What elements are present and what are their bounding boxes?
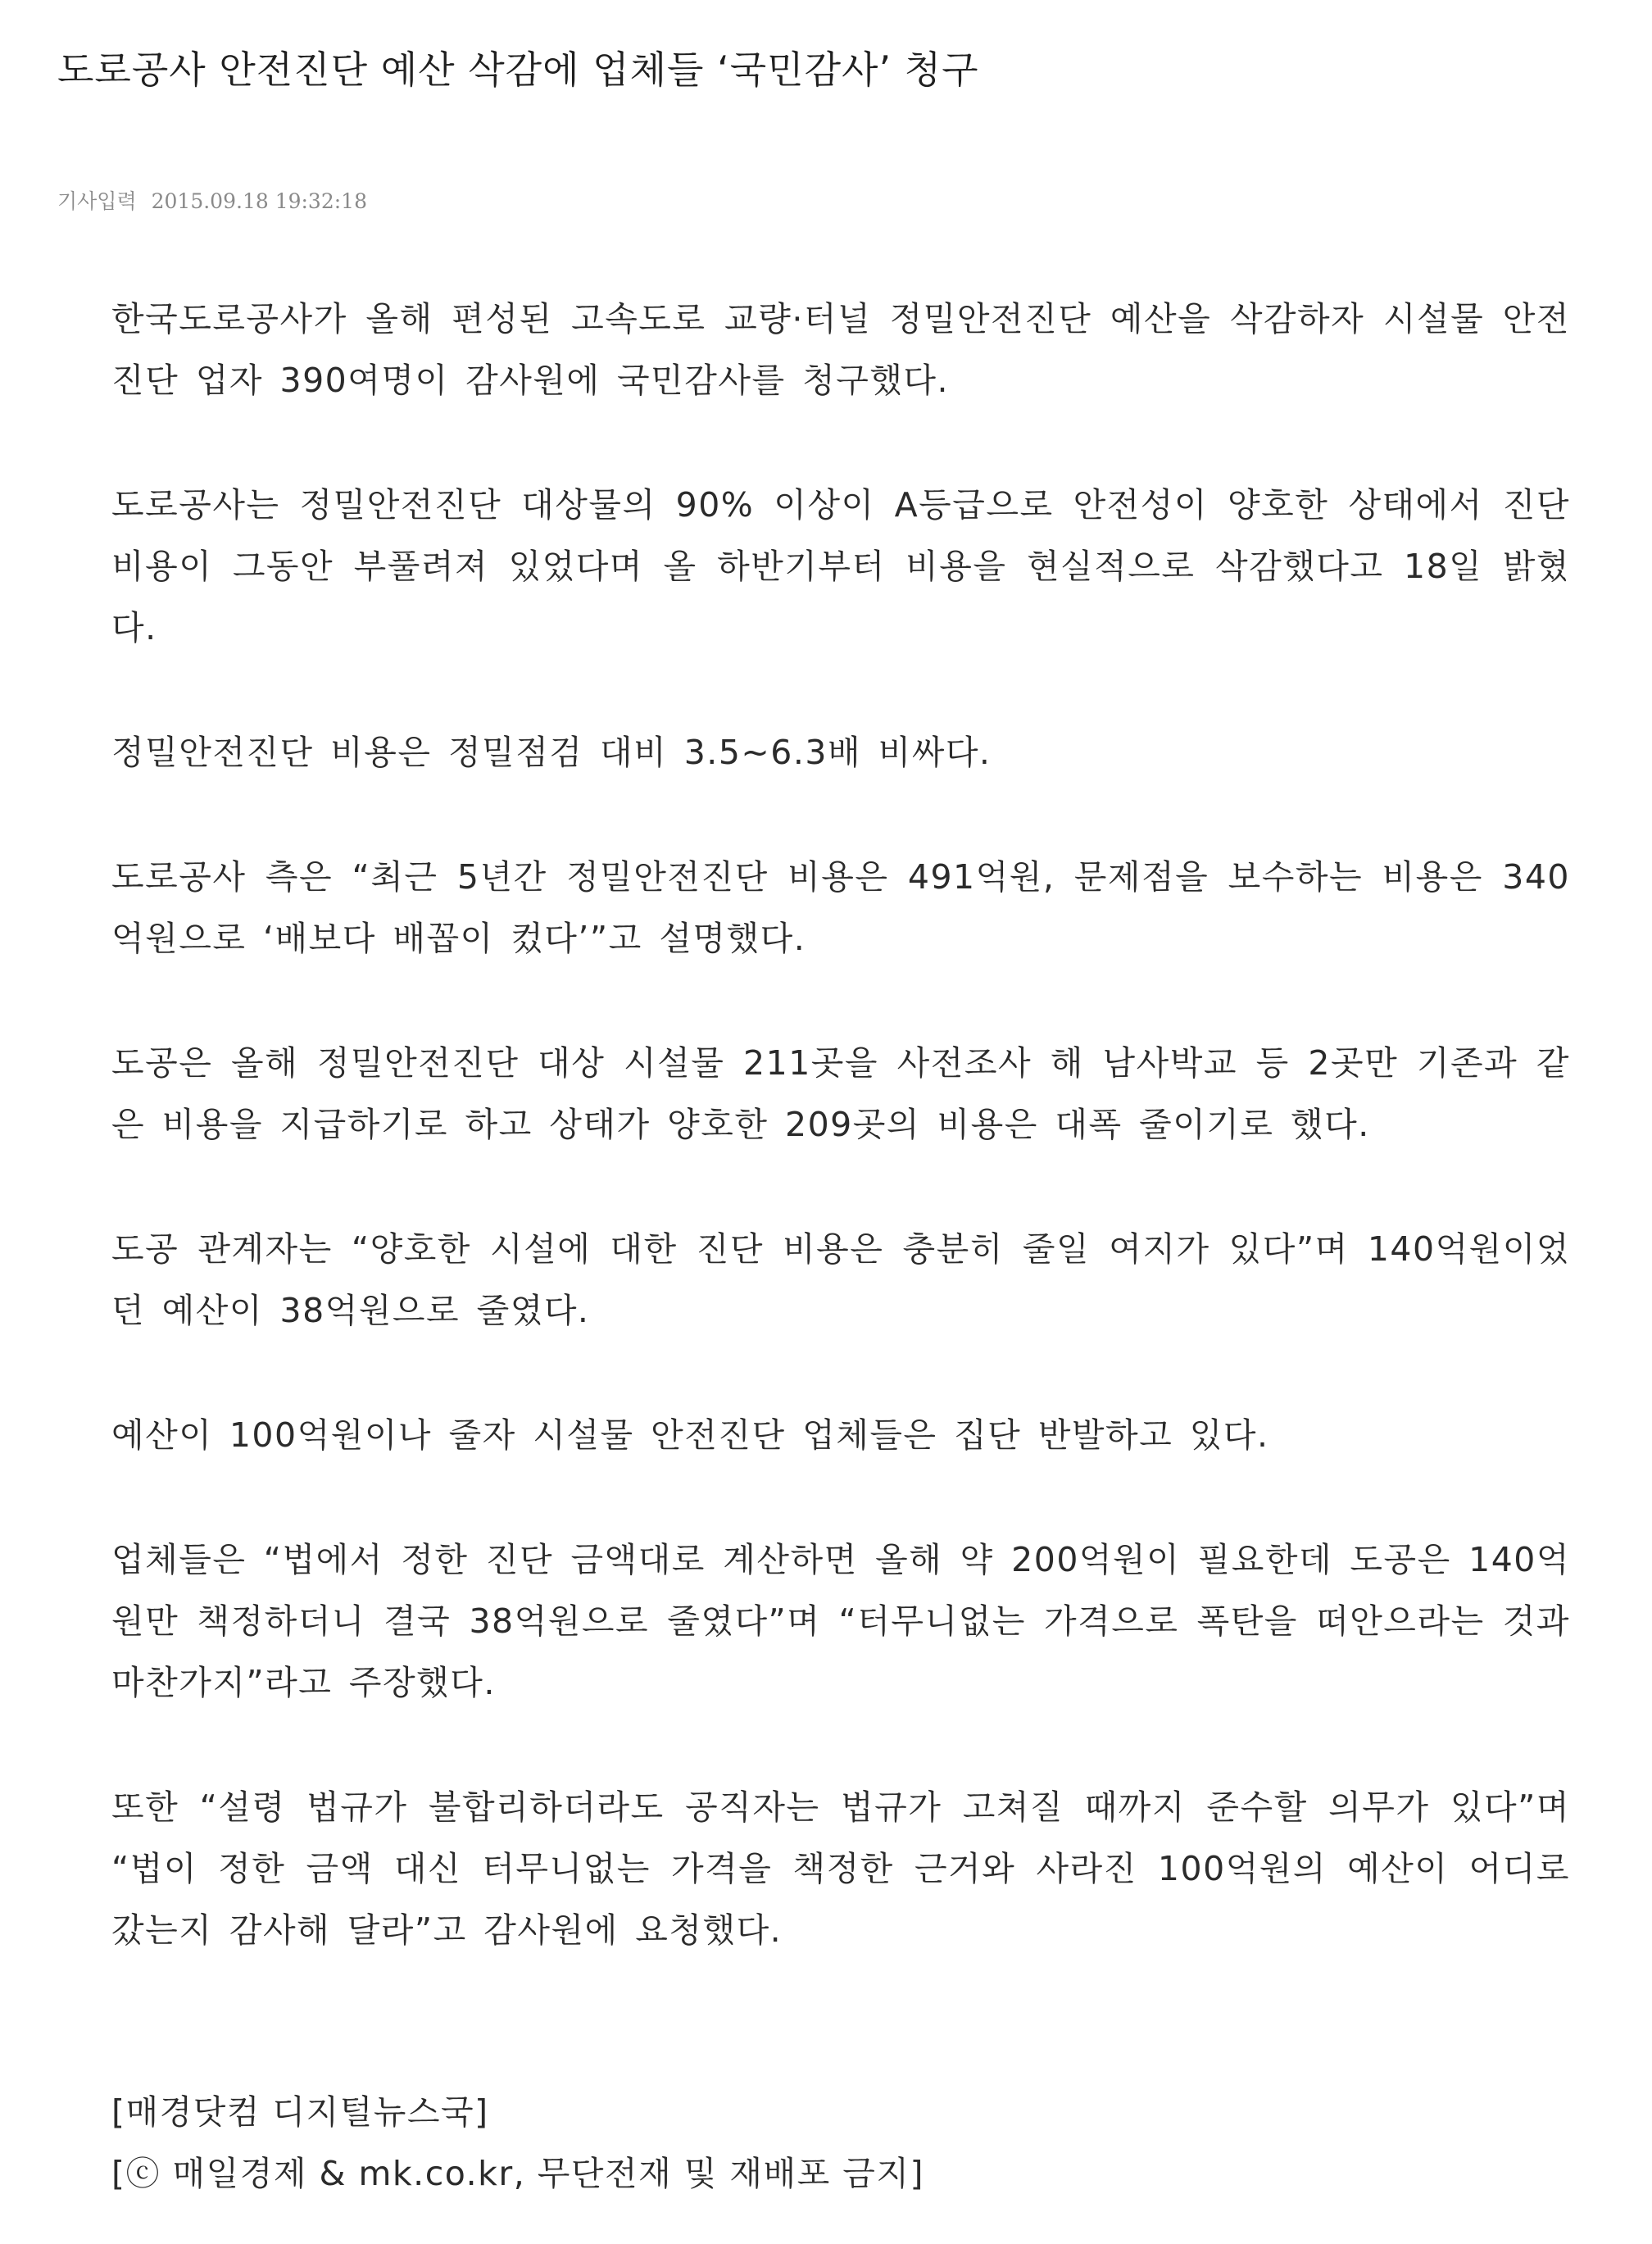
article-paragraph: 정밀안전진단 비용은 정밀점검 대비 3.5∼6.3배 비싸다. <box>111 733 992 772</box>
article-paragraph: 예산이 100억원이나 줄자 시설물 안전진단 업체들은 집단 반발하고 있다. <box>111 1415 1269 1455</box>
article-paragraph: 또한 “설령 법규가 불합리하더라도 공직자는 법규가 고쳐질 때까지 준수할 의무가 있다”며 “법이 정한 금액 대신 터무니없는 가격을 책정한 근거와 사라진 100억원의 예산이 어디로 갔는지 감사해 달라”고 감사원에 요청했다. <box>111 1787 1570 1950</box>
article-paragraph: 도로공사는 정밀안전진단 대상물의 90% 이상이 A등급으로 안전성이 양호한 상태에서 진단비용이 그동안 부풀려져 있었다며 올 하반기부터 비용을 현실적으로 삭감했다고 18일 밝혔다. <box>111 485 1570 647</box>
copyright-notice: [ⓒ 매일경제 & mk.co.kr, 무단전재 및 재배포 금지] <box>111 2154 924 2193</box>
article-paragraph: 업체들은 “법에서 정한 진단 금액대로 계산하면 올해 약 200억원이 필요한데 도공은 140억원만 책정하더니 결국 38억원으로 줄였다”며 “터무니없는 가격으로 폭탄을 떠안으라는 것과 마찬가지”라고 주장했다. <box>111 1540 1570 1702</box>
news-desk-credit: [매경닷컴 디지털뉴스국] <box>111 2092 489 2132</box>
article-credits <box>111 2082 1570 2205</box>
article-paragraph: 도공 관계자는 “양호한 시설에 대한 진단 비용은 충분히 줄일 여지가 있다”며 140억원이었던 예산이 38억원으로 줄였다. <box>111 1229 1570 1330</box>
article-paragraph: 도공은 올해 정밀안전진단 대상 시설물 211곳을 사전조사 해 남사박교 등 2곳만 기존과 같은 비용을 지급하기로 하고 상태가 양호한 209곳의 비용은 대폭 줄이기로 했다. <box>111 1043 1570 1144</box>
article-paragraph: 도로공사 측은 “최근 5년간 정밀안전진단 비용은 491억원, 문제점을 보수하는 비용은 340억원으로 ‘배보다 배꼽이 컸다’”고 설명했다. <box>111 857 1570 958</box>
article-body <box>111 288 1570 1961</box>
article-headline: 도로공사 안전진단 예산 삭감에 업체들 ‘국민감사’ 청구 <box>57 48 979 92</box>
published-label: 기사입력 <box>57 189 137 213</box>
published-datetime: 2015.09.18 19:32:18 <box>151 189 367 213</box>
article-meta <box>57 185 367 218</box>
article-paragraph: 한국도로공사가 올해 편성된 고속도로 교량·터널 정밀안전진단 예산을 삭감하자 시설물 안전진단 업자 390여명이 감사원에 국민감사를 청구했다. <box>111 299 1570 400</box>
